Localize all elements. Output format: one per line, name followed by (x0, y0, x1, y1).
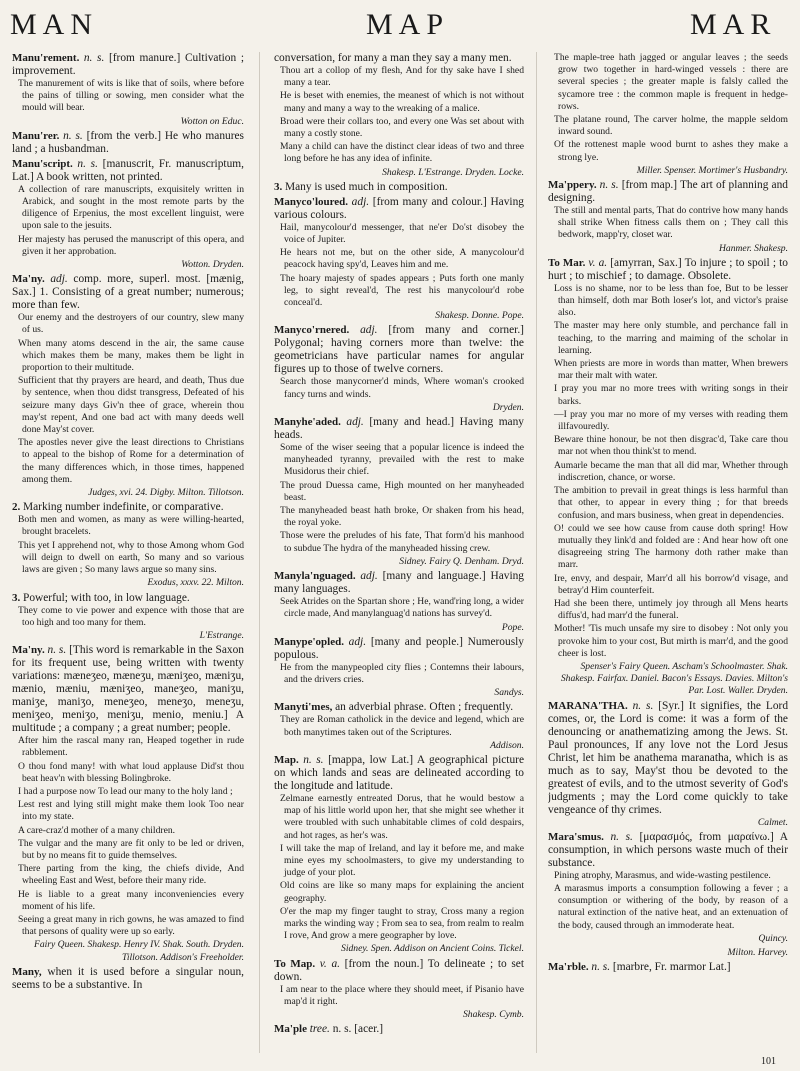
dictionary-entry (548, 52, 788, 177)
entry-definition (12, 158, 244, 184)
entry-quotation: Sufficient that thy prayers are heard, and death, Thus due by sentence, when thou didst transgress, Defeated of his seizure many days Giv'n thee of grace, wherein thou may'st repent, And one bad act with many deeds well done May'st cover. (18, 375, 244, 436)
entry-sense: [amyrran, Sax.] To injure ; to spoil ; to hurt ; to mischief ; to damage. Obsolete. (548, 256, 788, 282)
entry-citation: Fairy Queen. Shakesp. Henry IV. Shak. South. Dryden. Tillotson. Addison's Freeholder. (33, 939, 244, 963)
entry-part-of-speech: adj. (346, 416, 370, 429)
entry-quotation: The maple-tree hath jagged or angular leaves ; the seeds grow two together in hard-winged vessels : there are several species ; the greater maple is falsly called the sycamore tree : the common maple is frequent in hedge-rows. (554, 52, 788, 112)
dictionary-entry (548, 179, 788, 255)
entry-quotation: The apostles never give the least directions to Christians to appeal to the bishop of Rome for a determination of the many differences which, in those times, happened among them. (18, 437, 244, 485)
entry-quotation: Seeing a great many in rich gowns, he was amazed to find that persons of quality were up so early. (18, 913, 244, 938)
dictionary-entry (274, 958, 524, 1022)
entry-part-of-speech: n. s. (47, 644, 70, 657)
entry-definition (548, 257, 788, 283)
entry-quotation: The master may here only stumble, and perchance fall in teaching, to the marring and maiming of the scholar in learning. (554, 320, 788, 356)
entry-quotation: I pray you mar no more trees with writing songs in their barks. (554, 383, 788, 407)
entry-quotation: The manyheaded beast hath broke, Or shaken from his head, the royal yoke. (280, 505, 524, 529)
entry-sense: [manuscrit, Fr. manuscriptum, Lat.] A book written, not printed. (12, 157, 244, 183)
entry-part-of-speech: adj. (360, 570, 383, 583)
entry-sense: [many and people.] Numerously populous. (274, 635, 524, 661)
entry-citation: Calmet. (757, 816, 788, 828)
running-head (0, 8, 800, 44)
entry-sense: [marbre, Fr. marmor Lat.] (612, 961, 731, 974)
entry-quotation: The hoary majesty of spades appears ; Puts forth one manly leg, to sight reveal'd, The rest his manycolour'd robe conceal'd. (280, 272, 524, 309)
entry-definition (274, 181, 524, 194)
entry-definition (274, 196, 524, 222)
entry-headword: Ma'ny. (12, 644, 48, 657)
running-head-center: MAP (366, 8, 450, 41)
dictionary-entry (548, 961, 788, 974)
entry-quotation: This yet I apprehend not, why to those Among whom God will deign to dwell on earth, So many and so various laws are given ; So many laws argue so many sins. (18, 539, 244, 576)
entry-part-of-speech: adj. (351, 195, 373, 208)
entry-sense: [from map.] The art of planning and designing. (548, 179, 788, 205)
dictionary-entry (12, 501, 244, 589)
entry-citation: Milton. Harvey. (727, 946, 788, 958)
entry-quotation: A marasmus imports a consumption following a fever ; a consumption or withering of the body, by reason of a natural extinction of the native heat, and an extenuation of the body, caused through an immoderate heat. (554, 882, 788, 931)
dictionary-entry (12, 158, 244, 271)
entry-headword: MARANA'THA. (548, 699, 633, 712)
entry-part-of-speech: adj. (360, 324, 389, 337)
entry-quotation: Many a child can have the distinct clear ideas of two and three long before he has any idea of infinite. (280, 141, 524, 165)
entry-quotation: Both men and women, as many as were willing-hearted, brought bracelets. (18, 514, 244, 538)
entry-part-of-speech: adj. (50, 273, 74, 286)
entry-definition (274, 754, 524, 793)
entry-citation: Sandys. (494, 687, 524, 699)
entry-sense: [from many and colour.] Having various colours. (274, 195, 524, 221)
entry-headword: 2. (12, 501, 23, 514)
entry-quotation: I will take the map of Ireland, and lay it before me, and make mine eyes my schoolmasters, to give my understanding to judge of your plot. (280, 842, 524, 879)
entry-quotation: Thou art a collop of my flesh, And for thy sake have I shed many a tear. (280, 65, 524, 89)
entry-citation: Wotton. Dryden. (181, 259, 244, 271)
entry-quotation: The platane round, The carver holme, the mapple seldom inward sound. (554, 114, 788, 138)
entry-definition (274, 701, 524, 714)
entry-headword: Many, (12, 965, 48, 978)
dictionary-entry (12, 273, 244, 499)
entry-definition (548, 831, 788, 870)
entry-headword: Manu'rer. (12, 129, 64, 142)
entry-sense: Powerful; with too, in low language. (23, 591, 190, 604)
column-divider (259, 52, 260, 1053)
dictionary-entry (274, 570, 524, 634)
entry-part-of-speech: tree. (309, 1023, 333, 1036)
dictionary-entry (274, 52, 524, 179)
entry-citation: Shakesp. L'Estrange. Dryden. Locke. (382, 166, 524, 178)
entry-citation: Judges, xvi. 24. Digby. Milton. Tillotson. (88, 487, 244, 499)
entry-quotation: Search those manycorner'd minds, Where woman's crooked fancy turns and winds. (280, 376, 524, 400)
entry-part-of-speech: n. s. (632, 699, 659, 712)
entry-headword: Manype'opled. (274, 635, 349, 648)
entry-headword: Manu'script. (12, 157, 78, 170)
dictionary-entry (274, 754, 524, 956)
entry-part-of-speech: n. s. (83, 52, 109, 64)
entry-definition (12, 52, 244, 78)
entry-citation: Addison. (490, 739, 524, 751)
entry-quotation: He hears not me, but on the other side, A manycolour'd peacock having spy'd, Leaves him and me. (280, 247, 524, 271)
entry-quotation: Her majesty has perused the manuscript of this opera, and given it her approbation. (18, 233, 244, 257)
entry-part-of-speech: n. s. (599, 179, 622, 192)
dictionary-entry (548, 700, 788, 829)
entry-headword: Ma'ny. (12, 273, 51, 286)
dictionary-entry (274, 196, 524, 323)
entry-citation: Shakesp. Donne. Pope. (435, 310, 524, 322)
entry-citation: Exodus, xxxv. 22. Milton. (147, 577, 244, 589)
entry-part-of-speech: n. s. (303, 753, 329, 766)
entry-quotation: Seek Atrides on the Spartan shore ; He, wand'ring long, a wider circle made, And manylanguag'd nations has survey'd. (280, 596, 524, 620)
entry-quotation: Lest rest and lying still might make them look Too near into my state. (18, 799, 244, 823)
entry-quotation: A care-craz'd mother of a many children. (18, 824, 176, 836)
entry-sense: when it is used before a singular noun, seems to be a substantive. In (12, 965, 244, 991)
entry-sense: [Syr.] It signifies, the Lord comes, or, the Lord is come: it was a form of the denouncing or anathematizing among the Jews. St. Paul pronounces, If any love not the Lord Jesus Christ, let him be anathema maranatha, which is as much as to say, May'st thou be devoted to the greatest of evils, and to the utmost severity of God's judgments ; may the Lord come quickly to take vengeance of thy crimes. (548, 699, 788, 816)
entry-quotation: The still and mental parts, That do contrive how many hands shall strike When fitness calls them on ; They call this bedwork, mapp'ry, closet war. (554, 205, 788, 241)
entry-part-of-speech: n. s. (63, 129, 87, 142)
entry-definition (274, 324, 524, 376)
page-number: 101 (761, 1056, 776, 1067)
dictionary-entry (274, 636, 524, 700)
entry-quotation: O thou fond many! with what loud applause Did'st thou beat heav'n with blessing Bolingbroke. (18, 760, 244, 784)
entry-headword: Ma'rble. (548, 961, 592, 974)
entry-quotation: Those were the preludes of his fate, That form'd his manhood to subdue The hydra of the manyheaded hissing crew. (280, 530, 524, 554)
entry-citation: Pope. (501, 621, 524, 633)
entry-headword: Manyhe'aded. (274, 416, 347, 429)
dictionary-entry (12, 644, 244, 964)
entry-headword: Manu'rement. (12, 52, 84, 64)
dictionary-entry (12, 592, 244, 643)
entry-part-of-speech: n. s. (610, 830, 640, 843)
dictionary-entry (548, 257, 788, 698)
entry-headword: 3. (274, 180, 285, 193)
entry-quotation: After him the rascal many ran, Heaped together in rude rabblement. (18, 735, 244, 759)
entry-definition (274, 636, 524, 662)
entry-quotation: The vulgar and the many are fit only to be led or driven, but by no means fit to guide themselves. (18, 837, 244, 861)
dictionary-entry (12, 130, 244, 156)
running-head-right: MAR (690, 8, 777, 41)
entry-sense: Marking number indefinite, or comparative. (23, 501, 224, 514)
entry-definition (12, 966, 244, 992)
entry-citation: Sidney. Spen. Addison on Ancient Coins. Tickel. (341, 943, 524, 955)
entry-headword: Manyti'mes, (274, 701, 336, 714)
entry-definition (12, 592, 244, 605)
entry-citation: Sidney. Fairy Q. Denham. Dryd. (399, 555, 524, 567)
entry-quotation: Pining atrophy, Marasmus, and wide-wasting pestilence. (554, 869, 771, 881)
entry-definition (548, 700, 788, 817)
entry-quotation: O'er the map my finger taught to stray, Cross many a region marks the winding way ; From sea to sea, from realm to realm I rove, And grow a mere geographer by love. (280, 905, 524, 942)
entry-definition (274, 52, 524, 65)
entry-definition (548, 179, 788, 205)
dictionary-entry (12, 52, 244, 128)
entry-headword: Manyla'nguaged. (274, 570, 361, 583)
entry-citation: Miller. Spenser. Mortimer's Husbandry. (636, 164, 788, 176)
entry-quotation: Beware thine honour, be not then disgrac'd, Take care thou mar not when thou think'st to mend. (554, 434, 788, 458)
entry-quotation: I had a purpose now To lead our many to the holy land ; (18, 785, 233, 797)
entry-quotation: Hail, manycolour'd messenger, that ne'er Do'st disobey the voice of Jupiter. (280, 221, 524, 246)
entry-sense: an adverbial phrase. Often ; frequently. (335, 701, 514, 714)
entry-quotation: Broad were their collars too, and every one Was set about with many a costly stone. (280, 115, 524, 140)
entry-sense: conversation, for many a man they say a many men. (274, 52, 512, 64)
entry-quotation: He is liable to a great many inconveniencies every moment of his life. (18, 888, 244, 912)
dictionary-entry (274, 416, 524, 568)
entry-quotation: Old coins are like so many maps for explaining the ancient geography. (280, 880, 524, 904)
entry-part-of-speech: v. a. (319, 957, 345, 970)
entry-definition (548, 961, 788, 974)
entry-part-of-speech: v. a. (588, 256, 611, 269)
entry-headword: To Mar. (548, 256, 589, 269)
entry-citation: Hanmer. Shakesp. (718, 242, 788, 254)
entry-part-of-speech: n. s. (591, 961, 613, 974)
column-left (12, 52, 244, 1053)
entry-headword: Manyco'rnered. (274, 324, 361, 337)
dictionary-entry (274, 324, 524, 414)
entry-quotation: Aumarle became the man that all did mar, Whether through indiscretion, chance, or worse. (554, 459, 788, 483)
entry-headword: Manyco'loured. (274, 195, 352, 208)
entry-headword: Mara'smus. (548, 830, 611, 843)
entry-sense: [μαρασμός, from μαραίνω.] A consumption, in which persons waste much of their substance. (548, 830, 788, 869)
entry-sense: [from manure.] Cultivation ; improvement. (12, 52, 244, 77)
entry-quotation: Some of the wiser seeing that a popular licence is indeed the manyheaded tyranny, prevailed with the rest to make Musidorus their chief. (280, 442, 524, 478)
entry-quotation: Had she been there, untimely joy through all Mens hearts diffus'd, had marr'd the funeral. (554, 597, 788, 622)
entry-definition (12, 273, 244, 312)
running-head-left: MAN (10, 8, 99, 41)
entry-part-of-speech: adj. (348, 635, 371, 648)
entry-definition (12, 501, 244, 514)
entry-citation: Wotton on Educ. (180, 115, 244, 127)
entry-quotation: —I pray you mar no more of my verses with reading them illfavouredly. (554, 408, 788, 433)
entry-sense: Many is used much in composition. (285, 180, 448, 193)
entry-headword: Ma'ppery. (548, 179, 600, 192)
entry-sense: [many and head.] Having many heads. (274, 416, 524, 442)
entry-quotation: The manurement of wits is like that of soils, where before the pains of tilling or sowing, men consider what the mould will bear. (18, 78, 244, 114)
entry-definition (12, 130, 244, 156)
entry-quotation: The ambition to prevail in great things is less harmful than that other, to appear in every thing ; for that breeds confusion, and mars business, when great in dependencies. (554, 485, 788, 521)
entry-quotation: They come to vie power and expence with those that are too high and too many for them. (18, 604, 244, 628)
entry-sense: [many and language.] Having many languages. (274, 570, 524, 596)
entry-headword: 3. (12, 591, 23, 604)
entry-definition (274, 570, 524, 596)
entry-definition (12, 644, 244, 735)
entry-quotation: O! could we see how cause from cause doth spring! How mutually they link'd and folded are : And hear how oft one disagreeing string The harmony doth rather make than marr. (554, 522, 788, 571)
entry-definition (274, 958, 524, 984)
entry-headword: Ma'ple (274, 1023, 310, 1036)
entry-citation: L'Estrange. (199, 629, 244, 641)
entry-quotation: The proud Duessa came, High mounted on her manyheaded beast. (280, 479, 524, 503)
entry-quotation: He from the manypeopled city flies ; Contemns their labours, and the drivers cries. (280, 661, 524, 685)
entry-sense: [mappa, low Lat.] A geographical picture on which lands and seas are delineated according to the longitude and latitude. (274, 753, 524, 792)
entry-quotation: Ire, envy, and despair, Marr'd all his borrow'd visage, and betray'd Him counterfeit. (554, 572, 788, 596)
entry-citation: Dryden. (492, 401, 524, 413)
column-divider (536, 52, 537, 1053)
entry-quotation: Zelmane earnestly entreated Dorus, that he would bestow a map of his little world upon her, that she might see whether it were troubled with such unhabitable climes of cold despairs, and hot rages, as her's was. (280, 792, 524, 841)
entry-quotation: He is beset with enemies, the meanest of which is not without many and many a way to the wreaking of a malice. (280, 90, 524, 114)
entry-sense: [from many and corner.] Polygonal; having corners more than twelve: the geometricians have particular names for angular figures up to those of twelve corners. (274, 324, 524, 376)
entry-citation: Spenser's Fairy Queen. Ascham's Schoolmaster. Shak. Shakesp. Fairfax. Daniel. Bacon's Essays. Davies. Milton's Par. Lost. Waller. Dryden. (560, 660, 788, 697)
entry-quotation: They are Roman catholick in the device and legend, which are both manytimes taken out of the Scriptures. (280, 714, 524, 738)
entry-quotation: I am near to the place where they should meet, if Pisanio have map'd it right. (280, 983, 524, 1007)
entry-quotation: Our enemy and the destroyers of our country, slew many of us. (18, 312, 244, 336)
entry-part-of-speech: n. s. (77, 157, 103, 170)
entry-quotation: When many atoms descend in the air, the same cause which makes them be many, makes them be light in proportion to their multitude. (18, 337, 244, 374)
entry-sense: [from the verb.] He who manures land ; a husbandman. (12, 129, 244, 155)
entry-sense: [from the noun.] To delineate ; to set down. (274, 957, 524, 983)
entry-citation: Shakesp. Cymb. (462, 1008, 524, 1020)
entry-sense: n. s. [acer.] (332, 1023, 384, 1036)
entry-quotation: Mother! 'Tis much unsafe my sire to disobey : Not only you provoke him to your cost, But mirth is marr'd, and the good cheer is lost. (554, 623, 788, 659)
entry-sense: comp. more, superl. most. [mænig, Sax.] 1. Consisting of a great number; numerous; more than few. (12, 273, 244, 312)
entry-definition (274, 1023, 524, 1036)
entry-citation: Quincy. (758, 932, 788, 944)
dictionary-entry (12, 966, 244, 992)
dictionary-entry (274, 701, 524, 752)
entry-quotation: Of the rottenest maple wood burnt to ashes they make a strong lye. (554, 139, 788, 163)
entry-quotation: When priests are more in words than matter, When brewers mar their malt with water. (554, 358, 788, 382)
entry-definition (274, 416, 524, 442)
dictionary-entry (274, 1023, 524, 1036)
dictionary-entry (548, 831, 788, 959)
entry-sense: [This word is remarkable in the Saxon for its frequent use, being written with twenty variations: mæneʒeo, mæneʒu, mæniʒeo, mæniʒu, mænio, mæniu, mæniʒeo, maneʒeo, maniʒu, maniʒe, maniʒo, meneʒeo, meneʒo, meneʒu, meniʒeo, meniʒo, meniʒu, menio, meniu.] A multitude ; a company ; a great number; people. (12, 644, 244, 735)
entry-quotation: There parting from the king, the chiefs divide, And wheeling East and West, before their many ride. (18, 863, 244, 887)
entry-headword: To Map. (274, 957, 320, 970)
entry-headword: Map. (274, 753, 304, 766)
entry-quotation: Loss is no shame, nor to be less than foe, But to be lesser than himself, doth mar Both loser's lot, and victor's praise also. (554, 282, 788, 319)
dictionary-entry (274, 181, 524, 194)
column-right (548, 52, 788, 1053)
entry-quotation: A collection of rare manuscripts, exquisitely written in Arabick, and sought in the most remote parts by the diligence of Erpenius, the most excellent linguist, were upon sale to the jesuits. (18, 183, 244, 232)
column-middle (274, 52, 524, 1053)
